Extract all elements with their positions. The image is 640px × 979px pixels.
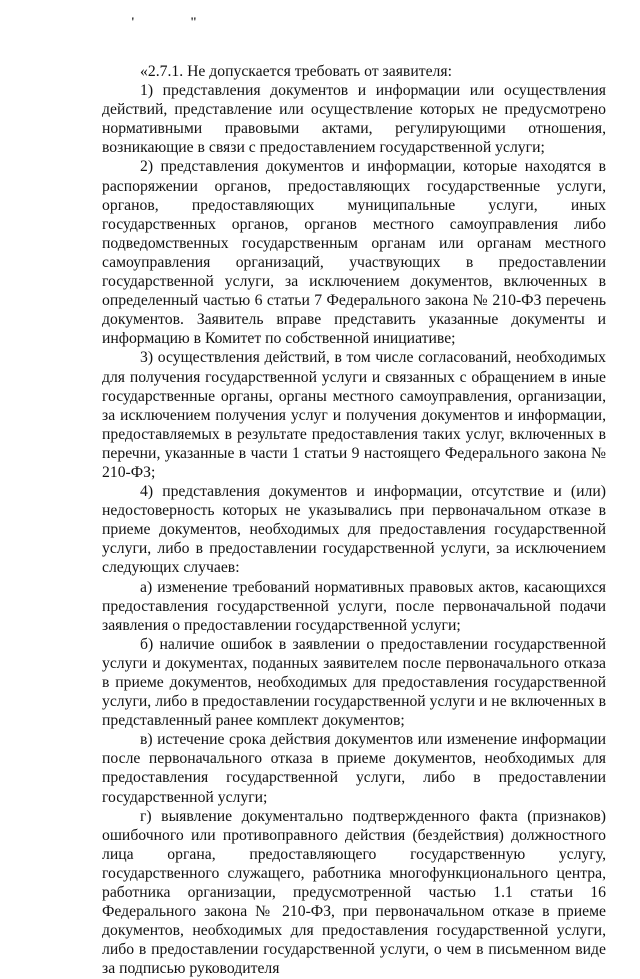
paragraph-1: 1) представления документов и информации или осуществления действий, представление или осуществление которых не предусмотрено нормативными правовыми актами, регулирующими отношения, возникающие в связи с предоставлением государственной услуги; (102, 82, 606, 157)
paragraph-2: 2) представления документов и информации, которые находятся в распоряжении органов, предоставляющих государственные услуги, органов, предоставляющих муниципальные услуги, иных государственных органов, органов местного самоуправления либо подведомственных государственным органам или органам местного самоуправления организаций, участвующих в предоставлении государственной услуги, за исключением документов, включенных в определенный частью 6 статьи 7 Федерального закона № 210-ФЗ перечень документов. Заявитель вправе представить указанные документы и информацию в Комитет по собственной инициативе; (102, 158, 606, 348)
scan-artifact: ' " (131, 14, 224, 29)
subitem-a: а) изменение требований нормативных правовых актов, касающихся предоставления государственной услуги, после первоначальной подачи заявления о предоставлении государственной услуги; (102, 578, 606, 634)
subitem-v: в) истечение срока действия документов или изменение информации после первоначального отказа в приеме документов, необходимых для предоставления государственной услуги, либо в предоставлении государственной услуги; (102, 731, 606, 806)
subitem-g: г) выявление документально подтвержденного факта (признаков) ошибочного или противоправного действия (бездействия) должностного лица органа, предоставляющего государственную услугу, государственного служащего, работника многофункционального центра, работника организации, предусмотренной частью 1.1 статьи 16 Федерального закона № 210-ФЗ, при первоначальном отказе в приеме документов, необходимых для предоставления государственной услуги, либо в предоставлении государственной услуги, о чем в письменном виде за подписью руководителя (102, 807, 606, 978)
document-body (102, 62, 606, 979)
paragraph-4: 4) представления документов и информации, отсутствие и (или) недостоверность которых не указывались при первоначальном отказе в приеме документов, необходимых для предоставления государственной услуги, либо в предоставлении государственной услуги, за исключением следующих случаев: (102, 483, 606, 577)
section-heading: «2.7.1. Не допускается требовать от заявителя: (140, 63, 452, 80)
paragraph-3: 3) осуществления действий, в том числе согласований, необходимых для получения государственной услуги и связанных с обращением в иные государственные органы, органы местного самоуправления, организации, за исключением получения услуг и получения документов и информации, предоставляемых в результате предоставления таких услуг, включенных в перечни, указанные в части 1 статьи 9 настоящего Федерального закона № 210-ФЗ; (102, 349, 606, 481)
subitem-b: б) наличие ошибок в заявлении о предоставлении государственной услуги и документах, поданных заявителем после первоначального отказа в приеме документов, необходимых для предоставления государственной услуги, либо в предоставлении государственной услуги и не включенных в представленный ранее комплект документов; (102, 635, 606, 730)
